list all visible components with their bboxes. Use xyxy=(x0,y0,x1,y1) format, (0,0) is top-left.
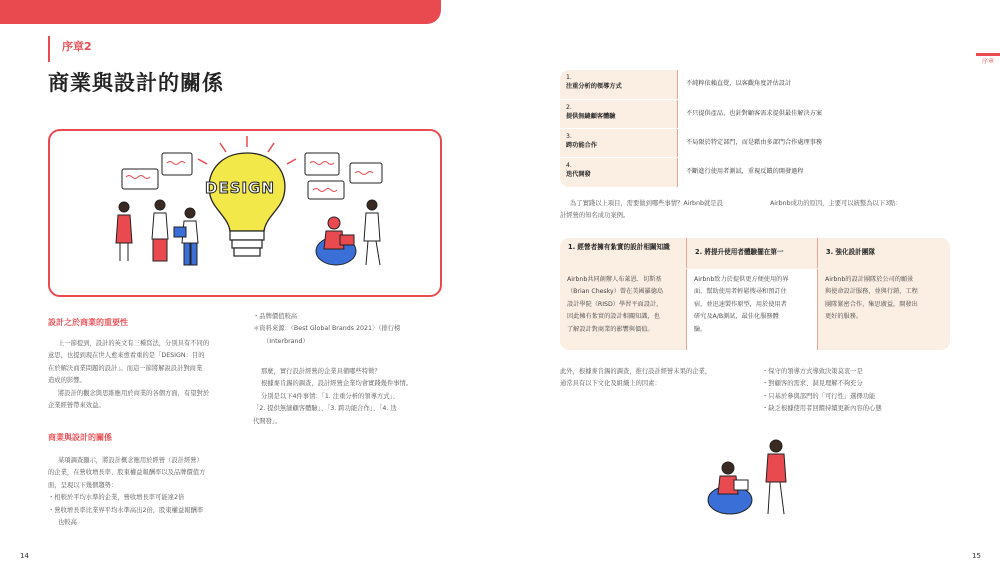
paragraph-line: 「2. 提供無縫顧客體驗」、「3. 跨功能合作」、「4. 迭 xyxy=(253,405,397,413)
cell-line: 了解設計對商業的影響與價值。 xyxy=(567,325,654,333)
cell-line: 宿，並迅速製作原型，用於使用者 xyxy=(694,300,787,308)
row-description: 不只提供產品，也針對顧客需求提供最佳解決方案 xyxy=(678,100,950,129)
paragraph-line: ・相較於平均水準的企業，營收增長率可能達2倍 xyxy=(48,494,185,502)
cell-line: 因此擁有紮實的設計相關知識，也 xyxy=(567,313,660,321)
paragraph-line: 也較高 xyxy=(58,519,77,527)
cell-line: Airbnb的設計團隊於公司的願景 xyxy=(825,276,914,283)
bottom-left-text xyxy=(560,366,760,391)
paragraph-line: 根據麥肯錫的調查，設計經營企業均會實踐幾件事情。 xyxy=(261,380,413,388)
table-cell xyxy=(687,269,818,350)
list-item: ・只基於參與部門的「可行性」選擇功能 xyxy=(762,392,876,400)
section-heading-importance: 設計之於商業的重要性 xyxy=(48,318,128,327)
cell-line: 面，幫助使用者輕鬆搜尋和預訂住 xyxy=(694,288,787,296)
table-row xyxy=(560,157,950,187)
cell-line: 驗。 xyxy=(694,325,707,333)
paragraph-line: 某項調查顯示，將設計概念應用於經營（設計經營） xyxy=(58,457,203,464)
airbnb-table xyxy=(560,238,950,350)
cell-line: Airbnb共同創辦人布萊恩．切斯基 xyxy=(567,276,662,283)
cell-line: Airbnb致力於提供更方便使用的界 xyxy=(694,276,789,283)
chapter-label: 序章2 xyxy=(62,40,92,53)
column2-top xyxy=(253,311,448,348)
side-tab-label: 序章 xyxy=(982,58,995,65)
failure-factors-list xyxy=(762,366,952,416)
cell-line: （Brian Chesky）曾在美國羅德島 xyxy=(567,288,664,296)
list-item: ・缺乏根據使用者回饋持續更新內容的心態 xyxy=(762,405,882,413)
row-number: 2. xyxy=(566,104,572,111)
row-label: 提供無縫顧客體驗 xyxy=(566,113,616,120)
table-header: 1. 經營者擁有紮實的設計相關知識 xyxy=(560,238,687,268)
paragraph-line: ＊資料來源：〈Best Global Brands 2021〉（排行榜 xyxy=(253,325,401,333)
table-cell xyxy=(560,269,687,350)
paragraph-line: 計經營的知名成功案例。 xyxy=(560,212,630,220)
paragraph-line: 分別是以下4件事情：「1. 注重分析的領導方式」、 xyxy=(261,392,399,400)
paragraph-line: 造成的影響。 xyxy=(48,377,86,385)
page-number-left: 14 xyxy=(20,552,29,560)
section-heading-relation: 商業與設計的關係 xyxy=(48,433,112,442)
illustration-word: DESIGN xyxy=(205,179,275,197)
lightbulb-illustration xyxy=(50,131,442,297)
paragraph-line: 的企業，在營收增長率、股東權益報酬率以及品牌價值方 xyxy=(48,469,206,477)
chapter-marker xyxy=(48,36,50,62)
cell-line: 更好的服務。 xyxy=(825,313,863,321)
row-label: 跨功能合作 xyxy=(566,142,597,149)
side-tab-accent xyxy=(976,53,1000,56)
practices-table xyxy=(560,70,950,187)
table-header: 2. 將提升使用者體驗擺在第一 xyxy=(687,238,818,268)
people-illustration xyxy=(700,432,800,522)
cell-line: 設計學院（RISD）學習平面設計， xyxy=(567,300,663,308)
row-label: 迭代開發 xyxy=(566,171,591,178)
table-row xyxy=(560,128,950,157)
paragraph-line: 那麼，實行設計經營的企業具備哪些特徵？ xyxy=(261,368,381,375)
column2-bottom xyxy=(253,366,448,428)
paragraph-line: 代開發」。 xyxy=(253,417,282,425)
row-number: 1. xyxy=(566,74,572,81)
table-row xyxy=(560,70,950,99)
paragraph-line: 面，呈現以下幾個趨勢： xyxy=(48,481,118,489)
cell-line: 團隊緊密合作，集思廣益，開發出 xyxy=(825,300,918,308)
paragraph-line: 通常具有以下文化及組織上的因素： xyxy=(560,380,661,388)
row-number: 4. xyxy=(566,162,572,169)
paragraph-line: 在於解決商業問題的設計」。而這一節將解說設計對商業 xyxy=(48,364,203,372)
table-header: 3. 強化設計團隊 xyxy=(826,248,875,256)
row-description: 不局限於特定部門，而是藉由多部門合作處理事務 xyxy=(678,129,950,158)
list-item: ・保守的領導方式導致決策莫衷一是 xyxy=(762,368,863,375)
table-row xyxy=(560,99,950,128)
page-number-right: 15 xyxy=(972,552,981,560)
paragraph-line: 此外，根據麥肯錫的調查，推行設計經營未果的企業， xyxy=(560,368,712,375)
intro-text xyxy=(560,198,760,223)
top-accent-bar xyxy=(0,0,441,24)
list-item: ・對顧客的需求、洞見理解不夠充分 xyxy=(762,380,863,388)
section-relation-body xyxy=(48,455,253,529)
section-importance-body xyxy=(48,338,248,412)
paragraph-line: 企業經營帶來效益。 xyxy=(48,402,105,410)
paragraph-line: （Interbrand） xyxy=(263,337,309,345)
paragraph-line: ・品牌價值較高 xyxy=(253,313,298,320)
row-number: 3. xyxy=(566,133,572,140)
cell-line: 研究及A/B測試，最佳化服務體 xyxy=(694,313,779,321)
paragraph-line: 將設計的觀念與思維應用於商業的各個方面，有望對於 xyxy=(58,389,210,397)
paragraph-line: ・營收增長率比業界平均水準高出2倍，股東權益報酬率 xyxy=(48,506,204,514)
table-cell xyxy=(818,269,950,350)
paragraph-line: 為了實踐以上項目，需要做到哪些事情？Airbnb就是設 xyxy=(570,200,723,207)
paragraph-line: 上一節提到，設計的英文有三種寫法，分別具有不同的 xyxy=(58,340,210,347)
design-illustration xyxy=(48,129,442,297)
paragraph-line: 意思，也提到現在世人愈來愈看重的是「DESIGN：目的 xyxy=(48,352,205,360)
page-title: 商業與設計的關係 xyxy=(48,71,224,95)
intro-text-right: Airbnb成功的原因，主要可以統整為以下3點： xyxy=(770,200,902,207)
cell-line: 與使命設計服務，並與行銷、工程 xyxy=(825,288,918,296)
row-label: 注重分析的領導方式 xyxy=(566,83,622,90)
row-description: 不純粹依賴直覺，以客觀角度評估設計 xyxy=(678,70,950,99)
row-description: 不斷進行使用者測試，重視反饋的開發過程 xyxy=(678,158,950,187)
